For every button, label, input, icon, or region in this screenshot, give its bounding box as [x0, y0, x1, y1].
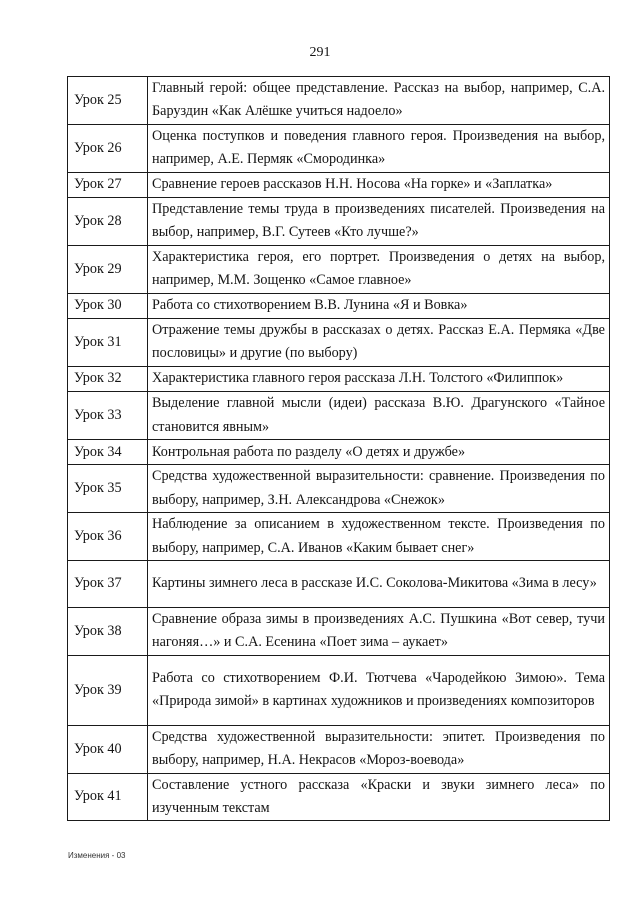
lesson-number-cell: Урок 25 — [68, 77, 148, 125]
lesson-row — [68, 366, 610, 391]
lesson-topic-cell: Главный герой: общее представление. Рассказ на выбор, например, С.А. Баруздин «Как Алёшке учиться надоело» — [148, 77, 610, 125]
lesson-row — [68, 513, 610, 561]
lesson-number-cell: Урок 33 — [68, 392, 148, 440]
lesson-number-cell: Урок 39 — [68, 655, 148, 725]
lesson-plan-table-body — [68, 77, 610, 821]
lesson-row — [68, 245, 610, 293]
lesson-topic-cell: Характеристика главного героя рассказа Л.Н. Толстого «Филиппок» — [148, 366, 610, 391]
lesson-topic-cell: Представление темы труда в произведениях писателей. Произведения на выбор, например, В.Г. Сутеев «Кто лучше?» — [148, 198, 610, 246]
lesson-topic-cell: Сравнение героев рассказов Н.Н. Носова «На горке» и «Заплатка» — [148, 172, 610, 197]
lesson-row — [68, 392, 610, 440]
lesson-row — [68, 655, 610, 725]
lesson-number-cell: Урок 26 — [68, 124, 148, 172]
lesson-number-cell: Урок 37 — [68, 561, 148, 608]
lesson-number-cell: Урок 36 — [68, 513, 148, 561]
lesson-topic-cell: Характеристика героя, его портрет. Произведения о детях на выбор, например, М.М. Зощенко «Самое главное» — [148, 245, 610, 293]
lesson-row — [68, 293, 610, 318]
footer-revision-note: Изменения - 03 — [68, 851, 126, 860]
lesson-number-cell: Урок 35 — [68, 465, 148, 513]
lesson-number-cell: Урок 28 — [68, 198, 148, 246]
lesson-topic-cell: Средства художественной выразительности: сравнение. Произведения по выбору, например, З.Н. Александрова «Снежок» — [148, 465, 610, 513]
lesson-topic-cell: Выделение главной мысли (идеи) рассказа В.Ю. Драгунского «Тайное становится явным» — [148, 392, 610, 440]
lesson-row — [68, 319, 610, 367]
lesson-plan-table — [67, 76, 610, 821]
lesson-number-cell: Урок 30 — [68, 293, 148, 318]
lesson-topic-cell: Работа со стихотворением В.В. Лунина «Я и Вовка» — [148, 293, 610, 318]
lesson-topic-cell: Составление устного рассказа «Краски и звуки зимнего леса» по изученным текстам — [148, 773, 610, 821]
lesson-number-cell: Урок 31 — [68, 319, 148, 367]
lesson-topic-cell: Наблюдение за описанием в художественном тексте. Произведения по выбору, например, С.А. Иванов «Каким бывает снег» — [148, 513, 610, 561]
lesson-topic-cell: Работа со стихотворением Ф.И. Тютчева «Чародейкою Зимою». Тема «Природа зимой» в картинах художников и произведениях композиторов — [148, 655, 610, 725]
lesson-topic-cell: Контрольная работа по разделу «О детях и дружбе» — [148, 440, 610, 465]
lesson-number-cell: Урок 38 — [68, 607, 148, 655]
lesson-row — [68, 725, 610, 773]
lesson-topic-cell: Сравнение образа зимы в произведениях А.С. Пушкина «Вот север, тучи нагоняя…» и С.А. Есенина «Поет зима – аукает» — [148, 607, 610, 655]
lesson-row — [68, 607, 610, 655]
lesson-number-cell: Урок 27 — [68, 172, 148, 197]
lesson-number-cell: Урок 34 — [68, 440, 148, 465]
lesson-row — [68, 561, 610, 608]
lesson-row — [68, 198, 610, 246]
lesson-row — [68, 172, 610, 197]
lesson-row — [68, 440, 610, 465]
lesson-row — [68, 124, 610, 172]
lesson-number-cell: Урок 41 — [68, 773, 148, 821]
lesson-number-cell: Урок 32 — [68, 366, 148, 391]
page-number: 291 — [309, 45, 331, 60]
lesson-row — [68, 77, 610, 125]
lesson-row — [68, 773, 610, 821]
lesson-topic-cell: Оценка поступков и поведения главного героя. Произведения на выбор, например, А.Е. Пермяк «Смородинка» — [148, 124, 610, 172]
lesson-topic-cell: Отражение темы дружбы в рассказах о детях. Рассказ Е.А. Пермяка «Две пословицы» и другие (по выбору) — [148, 319, 610, 367]
lesson-number-cell: Урок 29 — [68, 245, 148, 293]
lesson-row — [68, 465, 610, 513]
lesson-topic-cell: Картины зимнего леса в рассказе И.С. Соколова-Микитова «Зима в лесу» — [148, 561, 610, 608]
lesson-number-cell: Урок 40 — [68, 725, 148, 773]
lesson-topic-cell: Средства художественной выразительности: эпитет. Произведения по выбору, например, Н.А. Некрасов «Мороз-воевода» — [148, 725, 610, 773]
